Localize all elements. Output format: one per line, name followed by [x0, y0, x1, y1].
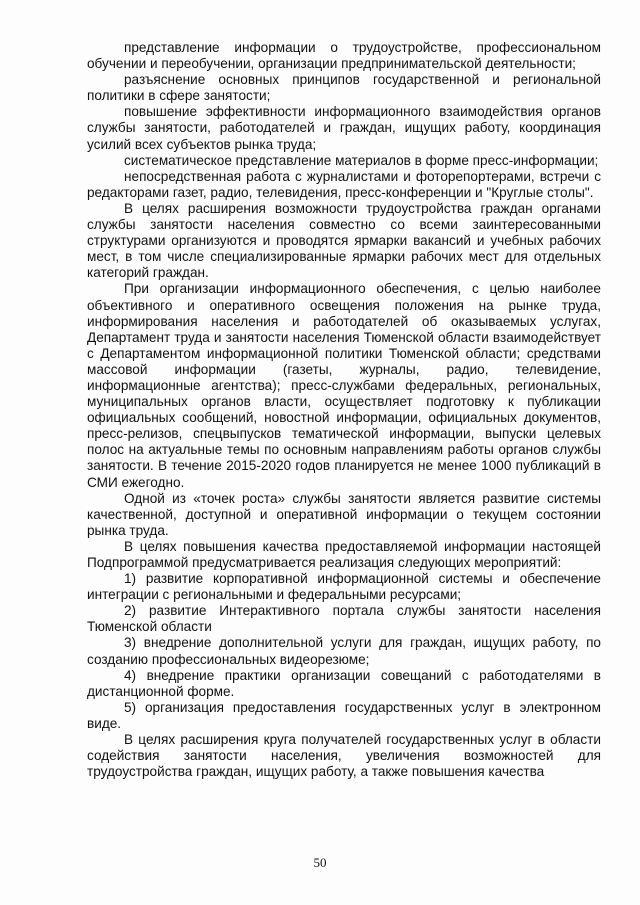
paragraph: В целях расширения круга получателей государственных услуг в области содействия занятости населения, увеличения возможностей для трудоустройства граждан, ищущих работу, а также повышения качества — [87, 732, 601, 780]
paragraph: систематическое представление материалов в форме пресс-информации; — [124, 152, 599, 168]
list-item: 3) внедрение дополнительной услуги для граждан, ищущих работу, по созданию профессиональных видеорезюме; — [87, 635, 601, 667]
paragraph: непосредственная работа с журналистами и фоторепортерами, встречи с редакторами газет, радио, телевидения, пресс-конференции и "Круглые столы". — [87, 168, 601, 200]
list-item: 1) развитие корпоративной информационной системы и обеспечение интеграции с региональными и федеральными ресурсами; — [87, 571, 601, 603]
paragraph: повышение эффективности информационного взаимодействия органов службы занятости, работодателей и граждан, ищущих работу, координация усилий всех субъектов рынка труда; — [87, 104, 601, 152]
paragraph: Одной из «точек роста» службы занятости является развитие системы качественной, доступной и оперативной информации о текущем состоянии рынка труда. — [87, 490, 601, 538]
paragraph: представление информации о трудоустройстве, профессиональном обучении и переобучении, организации предпринимательской деятельности; — [87, 40, 601, 72]
list-item: 4) внедрение практики организации совещаний с работодателями в дистанционной форме. — [87, 667, 601, 699]
paragraph: При организации информационного обеспечения, с целью наиболее объективного и оперативного освещения положения на рынке труда, информирования населения и работодателей об оказываемых услугах, Департамент труда и занятости населения Тюменской области взаимодействует с Департаментом информационной политики Тюменской области; средствами массовой информации (газеты, журналы, радио, телевидение, информационные агентства); пресс-службами федеральных, региональных, муниципальных органов власти, осуществляет подготовку к публикации официальных сообщений, новостной информации, официальных документов, пресс-релизов, спецвыпусков тематической информации, выпуски целевых полос на актуальные темы по основным направлениям работы органов службы занятости. В течение 2015-2020 годов планируется не менее 1000 публикаций в СМИ ежегодно. — [87, 281, 601, 490]
paragraph: В целях повышения качества предоставляемой информации настоящей Подпрограммой предусматривается реализация следующих мероприятий: — [87, 538, 601, 570]
list-item: 5) организация предоставления государственных услуг в электронном виде. — [87, 699, 601, 731]
document-body — [87, 40, 601, 780]
page-number: 50 — [313, 855, 327, 870]
paragraph: В целях расширения возможности трудоустройства граждан органами службы занятости населения совместно со всеми заинтересованными структурами организуются и проводятся ярмарки вакансий и учебных рабочих мест, в том числе специализированные ярмарки рабочих мест для отдельных категорий граждан. — [87, 200, 601, 281]
list-item: 2) развитие Интерактивного портала службы занятости населения Тюменской области — [87, 603, 601, 635]
paragraph: разъяснение основных принципов государственной и региональной политики в сфере занятости; — [87, 72, 601, 104]
